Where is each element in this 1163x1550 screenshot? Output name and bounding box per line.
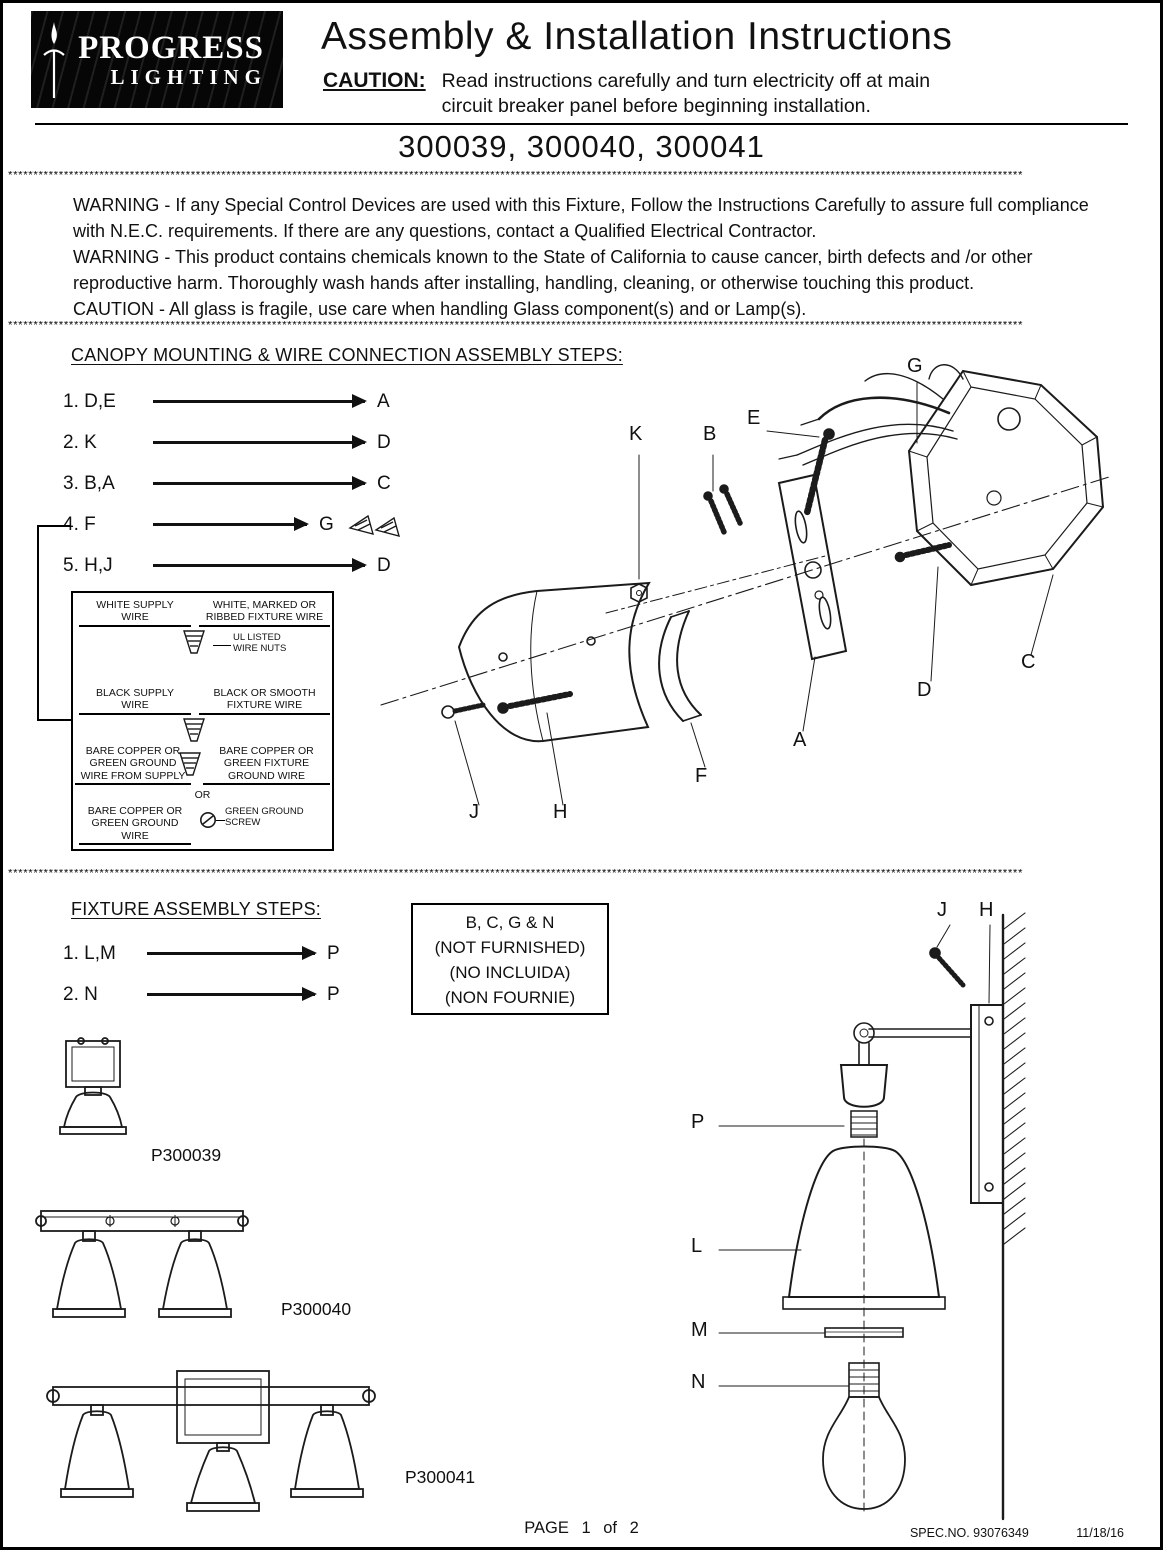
asterisk-divider: ******************************************************************************************************************************************************************************************************** xyxy=(8,171,1024,182)
arrow-icon xyxy=(153,564,365,566)
arrow-icon xyxy=(147,993,315,995)
part-label-M: M xyxy=(691,1319,708,1341)
part-label-D: D xyxy=(917,679,932,701)
step-parts: 2. K xyxy=(63,431,97,453)
label-line: WHITE, MARKED OR xyxy=(212,599,317,611)
product-number-p300039: P300039 xyxy=(151,1145,222,1165)
model-numbers: 300039, 300040, 300041 xyxy=(398,129,765,164)
part-label-E: E xyxy=(747,407,761,429)
note-leader-line xyxy=(213,645,231,646)
green-ground-screw-note xyxy=(225,807,304,829)
wire-label-ground-screw-wire xyxy=(79,805,191,845)
label-line: WIRE xyxy=(121,829,149,842)
label-line: WIRE FROM SUPPLY xyxy=(80,769,186,782)
wire-label-ground-fixture xyxy=(203,745,330,785)
part-label-P: P xyxy=(691,1111,705,1133)
label-line: FIXTURE WIRE xyxy=(226,699,303,712)
part-label-J: J xyxy=(469,801,479,823)
wire-label-black-fixture xyxy=(199,687,330,715)
not-furnished-fr: (NON FOURNIE) xyxy=(444,988,576,1008)
label-line: WIRE xyxy=(121,611,149,624)
caution-line1: Read instructions carefully and turn electricity off at main xyxy=(441,70,931,92)
wire-label-white-supply xyxy=(79,599,191,627)
ul-listed-note xyxy=(233,633,286,655)
step-parts: 5. H,J xyxy=(63,554,113,576)
warning-3: CAUTION - All glass is fragile, use care when handling Glass component(s) and or Lamp(s). xyxy=(73,299,807,320)
step-target: A xyxy=(377,390,390,412)
label-line: SCREW xyxy=(225,816,261,828)
step-parts: 1. D,E xyxy=(63,390,116,412)
arrow-icon xyxy=(153,523,307,525)
wire-label-ground-supply xyxy=(75,745,191,785)
part-label-K: K xyxy=(629,423,643,445)
wire-connection-chart xyxy=(71,591,334,851)
canopy-section-title: CANOPY MOUNTING & WIRE CONNECTION ASSEMBLY STEPS: xyxy=(71,345,623,365)
part-label-A: A xyxy=(793,729,807,751)
part-label-L: L xyxy=(691,1235,703,1257)
wire-label-black-supply xyxy=(79,687,191,715)
label-line: WIRE xyxy=(121,699,149,712)
brand-name: PROGRESS xyxy=(78,29,264,66)
fixture-step-2 xyxy=(63,974,351,1015)
or-label: OR xyxy=(194,789,211,801)
step-parts: 2. N xyxy=(63,983,98,1005)
label-line: GREEN GROUND xyxy=(89,757,177,770)
spec-line xyxy=(910,1526,1124,1540)
step-parts: 3. B,A xyxy=(63,472,115,494)
page-indicator: PAGE 1 of 2 xyxy=(524,1519,639,1537)
part-label-N: N xyxy=(691,1371,706,1393)
fixture-step-1 xyxy=(63,933,351,974)
fixture-assembly-drawing xyxy=(671,899,1073,1527)
label-line: WHITE SUPPLY xyxy=(96,599,174,611)
arrow-icon xyxy=(153,400,365,402)
warning-1: WARNING - If any Special Control Devices are used with this Fixture, Follow the Instructions Carefully to assure full compliance with N.E.C. requirements. If there are any questions, contact a Qualified Electrical Contractor. xyxy=(73,195,1089,241)
ground-screw-icon xyxy=(199,811,217,829)
part-label-B: B xyxy=(703,423,717,445)
not-furnished-parts: B, C, G & N xyxy=(465,913,555,932)
not-furnished-es: (NO INCLUIDA) xyxy=(449,963,571,983)
arrow-icon xyxy=(147,952,315,954)
step4-to-wirebox-connector xyxy=(37,525,71,721)
wire-nut-icon xyxy=(177,749,203,779)
label-line: BLACK SUPPLY xyxy=(95,687,174,699)
part-label-F: F xyxy=(695,765,708,787)
fixture-assembly-diagram xyxy=(671,899,1073,1527)
caution-text xyxy=(442,69,930,120)
not-furnished-en: (NOT FURNISHED) xyxy=(434,938,586,958)
label-line: WIRE NUTS xyxy=(233,642,287,654)
step-target: D xyxy=(377,431,391,453)
label-line: GREEN GROUND xyxy=(91,817,179,830)
label-line: BARE COPPER OR xyxy=(219,745,314,757)
part-label-H: H xyxy=(979,899,994,921)
revision-date: 11/18/16 xyxy=(1076,1526,1124,1540)
brand-logo xyxy=(31,11,283,108)
wire-label-white-fixture xyxy=(199,599,330,627)
warnings-block xyxy=(73,193,1111,324)
step-target: G xyxy=(319,513,334,535)
product-number-p300041: P300041 xyxy=(405,1467,476,1487)
spec-number: SPEC.NO. 93076349 xyxy=(909,1526,1029,1540)
label-line: BLACK OR SMOOTH xyxy=(213,687,316,699)
wire-nut-icon xyxy=(181,715,207,745)
label-line: GREEN GROUND xyxy=(225,806,304,817)
step-parts: 1. L,M xyxy=(63,942,116,964)
arrow-icon xyxy=(153,482,365,484)
arrow-icon xyxy=(153,441,365,443)
not-furnished-box xyxy=(411,903,609,1015)
step-target: P xyxy=(327,983,340,1005)
warning-2: WARNING - This product contains chemicals known to the State of California to cause cancer, birth defects and /or other reproductive harm. Thoroughly wash hands after installing, handling, cleaning, or otherwise touching this product. xyxy=(73,247,1033,293)
brand-text xyxy=(69,30,273,90)
note-leader-line xyxy=(216,820,225,821)
fixture-section-title: FIXTURE ASSEMBLY STEPS: xyxy=(71,899,322,919)
caution-label: CAUTION: xyxy=(323,69,426,92)
label-line: GROUND WIRE xyxy=(228,769,305,782)
part-label-G: G xyxy=(907,355,923,377)
label-line: GREEN FIXTURE xyxy=(223,757,310,770)
header-divider-line xyxy=(35,123,1128,125)
torch-icon xyxy=(39,20,69,100)
wire-nut-icon xyxy=(181,627,207,657)
header-caution xyxy=(323,69,930,120)
fixture-steps-list xyxy=(63,933,351,1015)
page-title: Assembly & Installation Instructions xyxy=(321,15,953,58)
product-drawing-p300041 xyxy=(25,1351,395,1516)
brand-subname: LIGHTING xyxy=(110,64,267,89)
label-line: RIBBED FIXTURE WIRE xyxy=(205,611,324,624)
label-line: BARE COPPER OR xyxy=(87,805,183,817)
step-target: C xyxy=(377,472,391,494)
caution-line2: circuit breaker panel before beginning installation. xyxy=(441,95,871,118)
step-target: D xyxy=(377,554,391,576)
part-label-J: J xyxy=(937,899,947,921)
step-target: P xyxy=(327,942,340,964)
product-drawing-p300039 xyxy=(38,1035,148,1150)
part-label-C: C xyxy=(1021,651,1036,673)
part-label-H: H xyxy=(553,801,568,823)
product-drawing-p300040 xyxy=(25,1191,260,1331)
product-number-p300040: P300040 xyxy=(281,1299,352,1319)
asterisk-divider: ******************************************************************************************************************************************************************************************************** xyxy=(8,869,1024,880)
label-line: UL LISTED xyxy=(233,632,281,643)
exploded-assembly-diagram xyxy=(351,355,1148,861)
asterisk-divider: ******************************************************************************************************************************************************************************************************** xyxy=(8,321,1024,332)
label-line: BARE COPPER OR xyxy=(85,745,181,757)
step-parts: 4. F xyxy=(63,513,96,535)
exploded-assembly-drawing xyxy=(351,355,1148,861)
